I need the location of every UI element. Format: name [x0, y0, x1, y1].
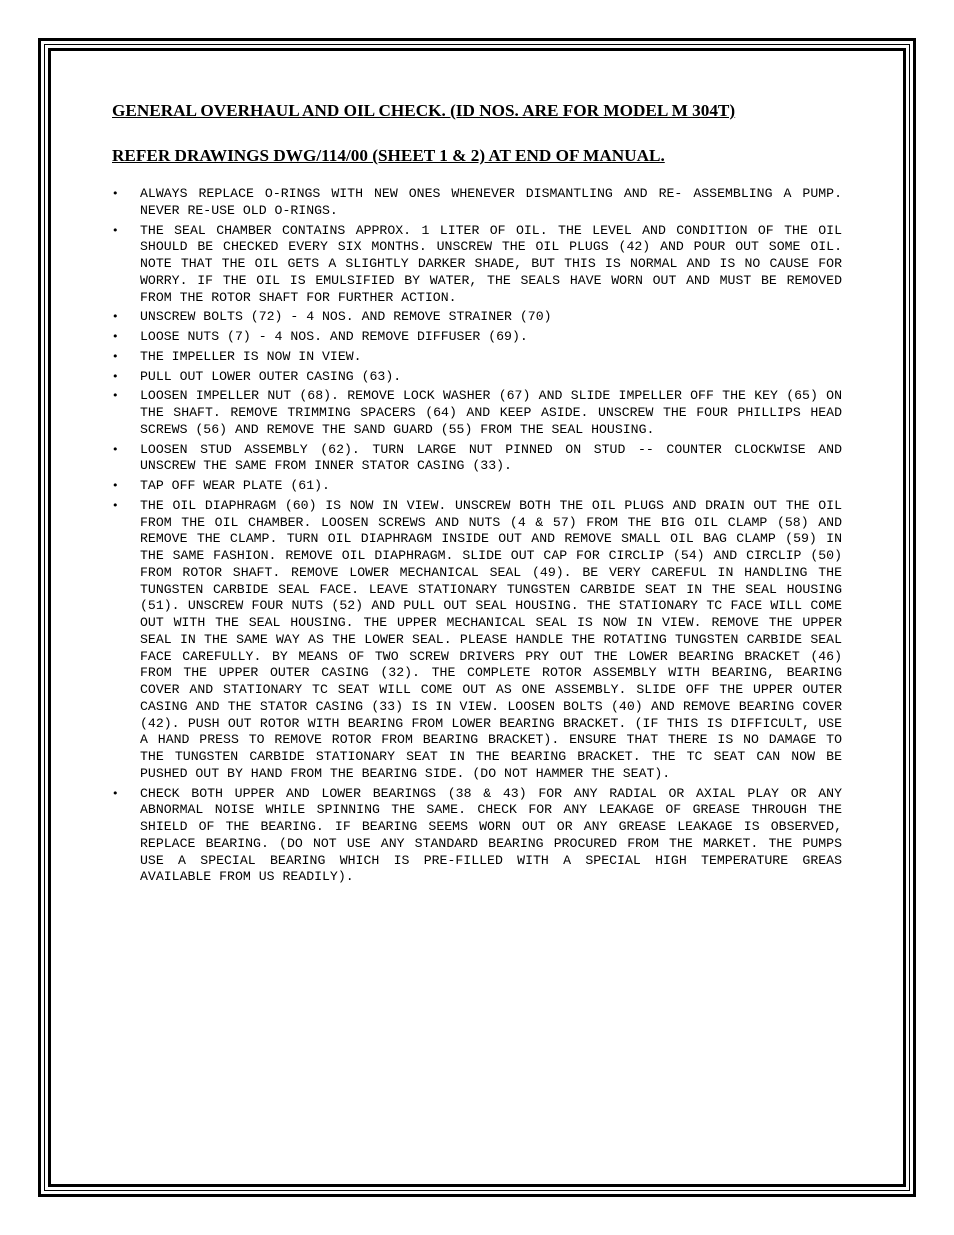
bullet-icon: •: [112, 442, 119, 456]
bullet-icon: •: [112, 498, 119, 512]
bullet-icon: •: [112, 479, 119, 492]
bullet-icon: •: [112, 187, 119, 200]
procedure-step-text: ALWAYS REPLACE O-RINGS WITH NEW ONES WHENEVER DISMANTLING AND RE- ASSEMBLING A PUMP. NEVER RE-USE OLD O-RINGS.: [140, 186, 842, 218]
bullet-icon: •: [112, 310, 119, 324]
procedure-step: [112, 329, 842, 346]
bullet-icon: •: [112, 786, 119, 800]
bullet-icon: •: [112, 349, 119, 363]
procedure-step-text: THE SEAL CHAMBER CONTAINS APPROX. 1 LITER OF OIL. THE LEVEL AND CONDITION OF THE OIL SHOULD BE CHECKED EVERY SIX MONTHS. UNSCREW THE OIL PLUGS (42) AND POUR OUT SOME OIL. NOTE THAT THE OIL GETS A SLIGHTLY DARKER SHADE, BUT THIS IS NORMAL AND IS NO CAUSE FOR WORRY. IF THE OIL IS EMULSIFIED BY WATER, THE SEALS HAVE WORN OUT AND MUST BE REMOVED FROM THE ROTOR SHAFT FOR FURTHER ACTION.: [140, 222, 842, 305]
procedure-step: [112, 223, 842, 307]
procedure-step-text: TAP OFF WEAR PLATE (61).: [140, 478, 330, 493]
procedure-step: [112, 498, 842, 783]
procedure-step: [112, 388, 842, 438]
drawing-reference: REFER DRAWINGS DWG/114/00 (SHEET 1 & 2) AT END OF MANUAL.: [112, 146, 665, 165]
bullet-icon: •: [112, 330, 119, 343]
bullet-icon: •: [112, 369, 119, 383]
procedure-step: [112, 786, 842, 887]
procedure-step: [112, 442, 842, 476]
procedure-step: [112, 186, 842, 220]
page-title: GENERAL OVERHAUL AND OIL CHECK. (ID NOS. ARE FOR MODEL M 304T): [112, 101, 736, 120]
procedure-step-text: CHECK BOTH UPPER AND LOWER BEARINGS (38 & 43) FOR ANY RADIAL OR AXIAL PLAY OR ANY ABNORMAL NOISE WHILE SPINNING THE SAME. CHECK FOR ANY LEAKAGE OF GREASE THROUGH THE SHIELD OF THE BEARING. IF BEARING SEEMS WORN OUT OR ANY GREASE LEAKAGE IS OBSERVED, REPLACE BEARING. (DO NOT USE ANY STANDARD BEARING PROCURED FROM THE MARKET. THE PUMPS USE A SPECIAL BEARING WHICH IS PRE-FILLED WITH A SPECIAL HIGH TEMPERATURE GREAS AVAILABLE FROM US READILY).: [140, 785, 842, 885]
procedure-step: [112, 478, 842, 495]
procedure-list: [112, 186, 842, 889]
procedure-step: [112, 349, 842, 366]
procedure-step: [112, 369, 842, 386]
procedure-step-text: THE OIL DIAPHRAGM (60) IS NOW IN VIEW. UNSCREW BOTH THE OIL PLUGS AND DRAIN OUT THE OIL FROM THE OIL CHAMBER. LOOSEN SCREWS AND NUTS (4 & 57) FROM THE BIG OIL CLAMP (58) AND REMOVE THE CLAMP. TURN OIL DIAPHRAGM INSIDE OUT AND REMOVE SMALL OIL BAG CLAMP (59) IN THE SAME FASHION. REMOVE OIL DIAPHRAGM. SLIDE OUT CAP FOR CIRCLIP (54) AND CIRCLIP (50) FROM ROTOR SHAFT. REMOVE LOWER MECHANICAL SEAL (49). BE VERY CAREFUL IN HANDLING THE TUNGSTEN CARBIDE SEAL FACE. LEAVE STATIONARY TUNGSTEN CARBIDE SEAT IN THE SEAL HOUSING (51). UNSCREW FOUR NUTS (52) AND PULL OUT SEAL HOUSING. THE STATIONARY TC FACE WILL COME OUT WITH THE SEAL HOUSING. THE UPPER MECHANICAL SEAL IS NOW IN VIEW. REMOVE THE UPPER SEAL IN THE SAME WAY AS THE LOWER SEAL. PLEASE HANDLE THE ROTATING TUNGSTEN CARBIDE SEAL FACE CAREFULLY. BY MEANS OF TWO SCREW DRIVERS PRY OUT THE LOWER BEARING BRACKET (46) FROM THE UPPER OUTER CASING (32). THE COMPLETE ROTOR ASSEMBLY WITH BEARING, BEARING COVER AND STATIONARY TC SEAT WILL COME OUT AS ONE ASSEMBLY. SLIDE OFF THE UPPER OUTER CASING AND THE STATOR CASING (33) IS IN VIEW. LOOSEN BOLTS (40) AND REMOVE BEARING COVER (42). PUSH OUT ROTOR WITH BEARING FROM LOWER BEARING BRACKET. (IF THIS IS DIFFICULT, USE A HAND PRESS TO REMOVE ROTOR FROM BEARING BRACKET). ENSURE THAT THERE IS NO DAMAGE TO THE TUNGSTEN CARBIDE STATIONARY SEAT IN THE BEARING BRACKET. THE TC SEAT CAN NOW BE PUSHED OUT BY HAND FROM THE BEARING SIDE. (DO NOT HAMMER THE SEAT).: [140, 497, 842, 781]
procedure-step-text: LOOSE NUTS (7) - 4 NOS. AND REMOVE DIFFUSER (69).: [140, 329, 528, 344]
bullet-icon: •: [112, 223, 119, 237]
procedure-step-text: LOOSEN STUD ASSEMBLY (62). TURN LARGE NUT PINNED ON STUD -- COUNTER CLOCKWISE AND UNSCREW THE SAME FROM INNER STATOR CASING (33).: [140, 441, 842, 474]
procedure-step-text: PULL OUT LOWER OUTER CASING (63).: [140, 368, 402, 384]
procedure-step-text: LOOSEN IMPELLER NUT (68). REMOVE LOCK WASHER (67) AND SLIDE IMPELLER OFF THE KEY (65) ON THE SHAFT. REMOVE TRIMMING SPACERS (64) AND KEEP ASIDE. UNSCREW THE FOUR PHILLIPS HEAD SCREWS (56) AND REMOVE THE SAND GUARD (55) FROM THE SEAL HOUSING.: [140, 388, 842, 437]
procedure-step-text: UNSCREW BOLTS (72) - 4 NOS. AND REMOVE STRAINER (70): [140, 309, 552, 325]
procedure-step: [112, 309, 842, 326]
procedure-step-text: THE IMPELLER IS NOW IN VIEW.: [140, 348, 362, 364]
bullet-icon: •: [112, 389, 119, 403]
